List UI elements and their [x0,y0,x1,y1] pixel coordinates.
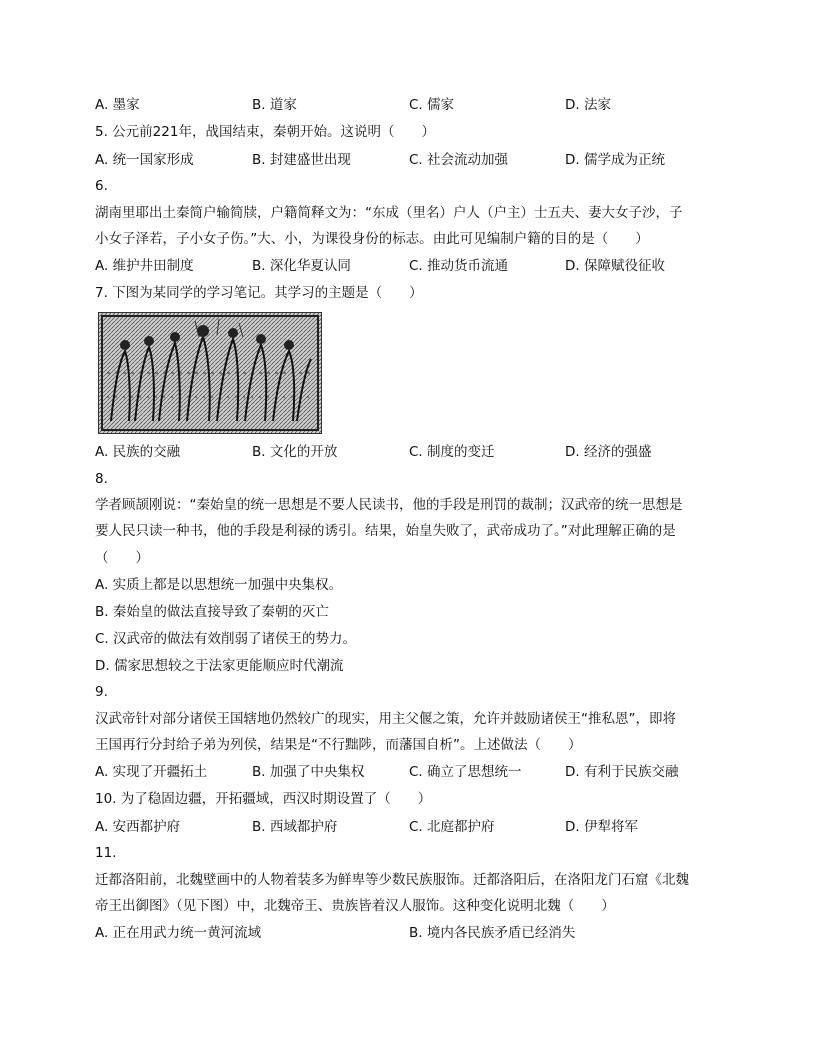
q8-stem-line-1: 学者顾颉刚说：“秦始皇的统一思想是不要人民读书，他的手段是刑罚的裁制；汉武帝的统一思想是 [95,497,683,513]
q9-stem-line-2: 王国再行分封给子弟为列侯，结果是“不行黜陟，而藩国自析”。上述做法（ ） [95,737,582,753]
q6-option-a: A. 维护井田制度 [95,258,194,274]
q6-stem-line-2: 小女子泽若，子小女子伤。”大、小，为课役身份的标志。由此可见编制户籍的目的是（ ） [95,231,649,247]
q7-option-c: C. 制度的变迁 [409,444,495,460]
q10-option-a: A. 安西都护府 [95,819,181,835]
relief-image [98,312,322,434]
q6-option-d: D. 保障赋役征收 [565,258,665,274]
q9-option-a: A. 实现了开疆拓土 [95,764,208,780]
q8-option-c: C. 汉武帝的做法有效削弱了诸侯王的势力。 [95,631,357,647]
q9-stem-line-1: 汉武帝针对部分诸侯王国辖地仍然较广的现实，用主父偃之策，允许并鼓励诸侯王“推私恩”，即将 [95,711,676,727]
q5-option-c: C. 社会流动加强 [409,152,509,168]
q8-option-d: D. 儒家思想较之于法家更能顺应时代潮流 [95,658,344,674]
q9-option-c: C. 确立了思想统一 [409,764,522,780]
q9-option-b: B. 加强了中央集权 [252,764,365,780]
q11-option-a: A. 正在用武力统一黄河流域 [95,925,262,941]
q7-option-a: A. 民族的交融 [95,444,181,460]
q9-number: 9. [95,684,108,700]
q4-option-c: C. 儒家 [409,97,455,113]
q6-stem-line-1: 湖南里耶出土秦简户输简牍，户籍简释文为：“东成（里名）户人（户主）士五夫、妻大女子沙，子 [95,205,683,221]
q7-option-d: D. 经济的强盛 [565,444,652,460]
q8-stem-line-3: （ ） [95,550,149,566]
q8-option-a: A. 实质上都是以思想统一加强中央集权。 [95,577,343,593]
q6-option-c: C. 推动货币流通 [409,258,509,274]
q11-number: 11. [95,845,117,861]
q4-option-a: A. 墨家 [95,97,140,113]
relief-image-drawing [99,313,321,433]
q8-number: 8. [95,471,108,487]
q6-option-b: B. 深化华夏认同 [252,258,351,274]
q5-option-d: D. 儒学成为正统 [565,152,665,168]
q7-stem: 7. 下图为某同学的学习笔记。其学习的主题是（ ） [95,285,423,301]
q11-option-b: B. 境内各民族矛盾已经消失 [409,925,576,941]
q10-option-c: C. 北庭都护府 [409,819,495,835]
q10-option-b: B. 西域都护府 [252,819,338,835]
q6-number: 6. [95,178,108,194]
q10-stem: 10. 为了稳固边疆，开拓疆域，西汉时期设置了（ ） [95,791,432,807]
q8-stem-line-2: 要人民只读一种书，他的手段是利禄的诱引。结果，始皇失败了，武帝成功了。”对此理解正确的是 [95,523,676,539]
q4-option-d: D. 法家 [565,97,611,113]
q9-option-d: D. 有利于民族交融 [565,764,679,780]
q5-stem: 5. 公元前221年，战国结束，秦朝开始。这说明（ ） [95,124,435,140]
q5-option-b: B. 封建盛世出现 [252,152,351,168]
q5-option-a: A. 统一国家形成 [95,152,194,168]
q7-option-b: B. 文化的开放 [252,444,338,460]
q4-option-b: B. 道家 [252,97,297,113]
q10-option-d: D. 伊犁将军 [565,819,638,835]
q11-stem-line-1: 迁都洛阳前，北魏壁画中的人物着装多为鲜卑等少数民族服饰。迁都洛阳后，在洛阳龙门石窟《北魏 [95,872,689,888]
q8-option-b: B. 秦始皇的做法直接导致了秦朝的灭亡 [95,604,329,620]
q11-stem-line-2: 帝王出御图》（见下图）中，北魏帝王、贵族皆着汉人服饰。这种变化说明北魏（ ） [95,898,615,914]
